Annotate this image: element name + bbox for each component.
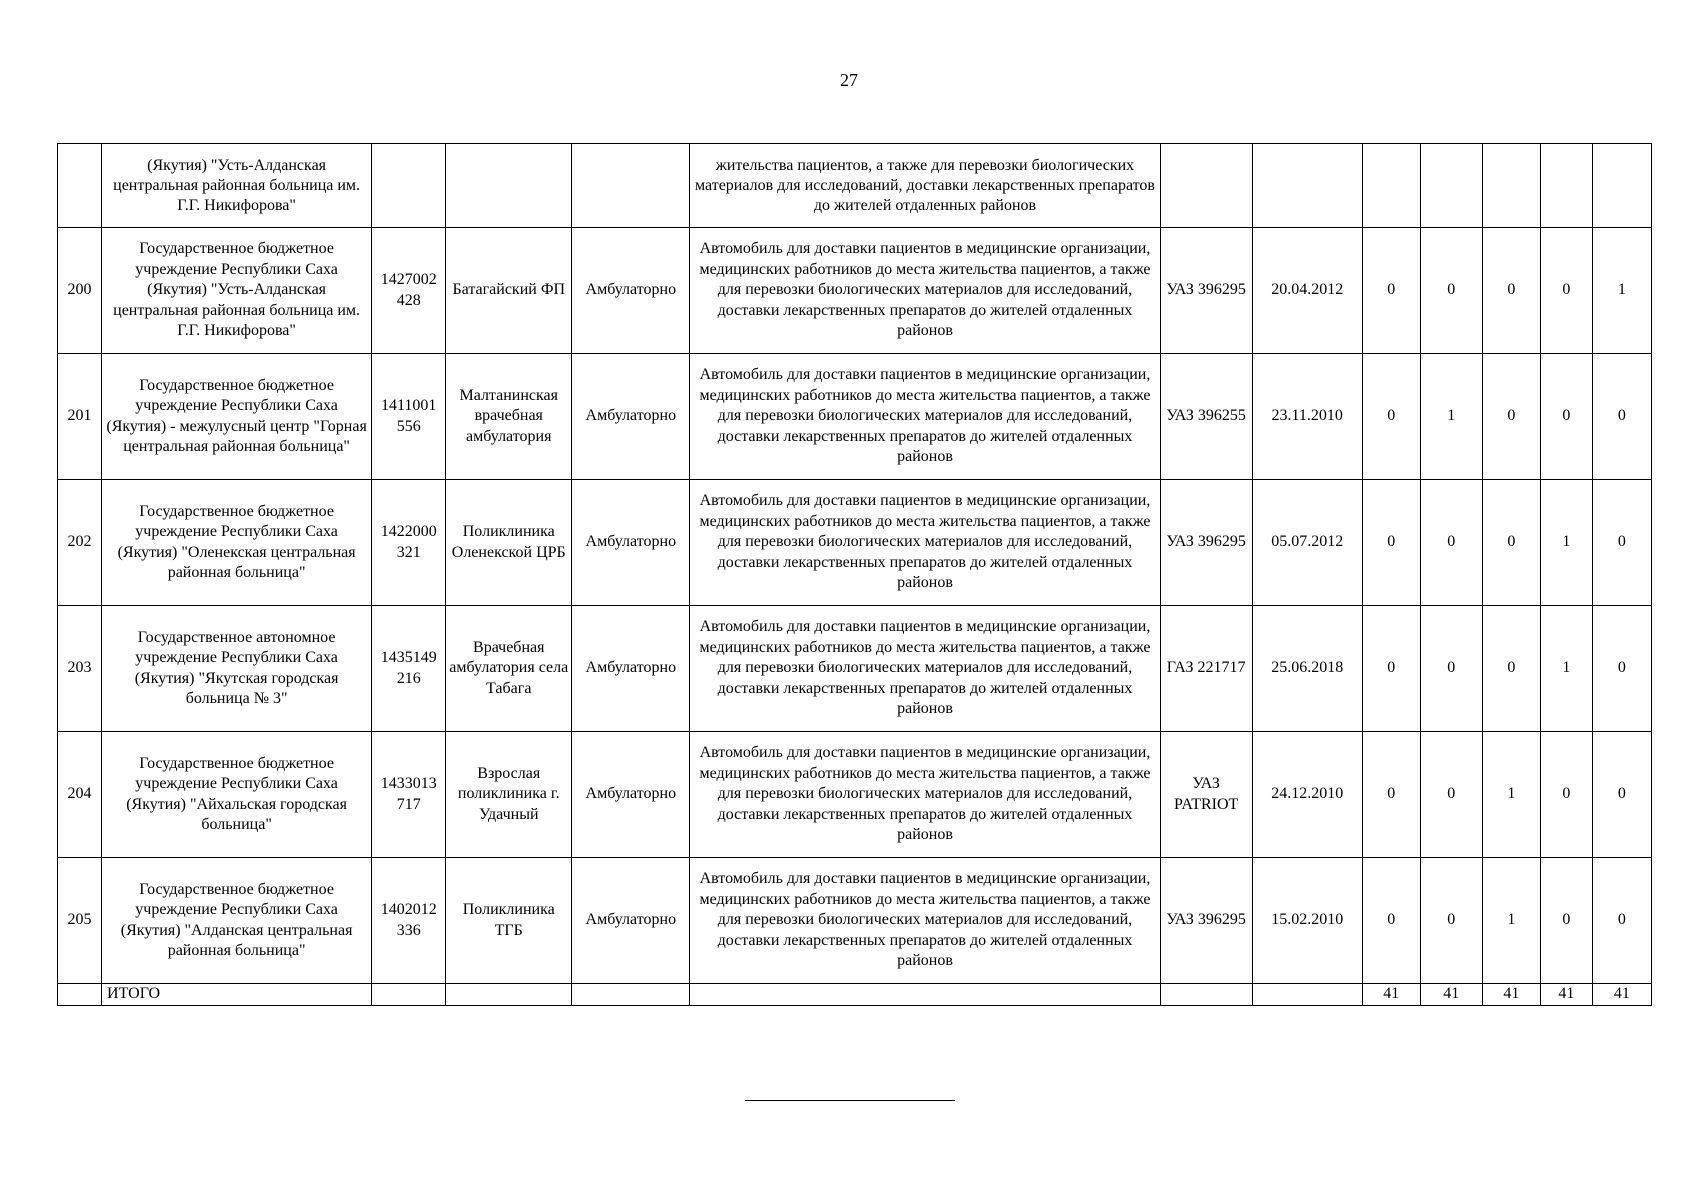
cell-count-4: 1 <box>1540 606 1592 732</box>
cell-organization: Государственное бюджетное учреждение Республики Саха (Якутия) "Алданская центральная районная больница" <box>102 858 372 984</box>
cell-organization: Государственное бюджетное учреждение Республики Саха (Якутия) "Айхальская городская больница" <box>102 732 372 858</box>
cell-count-2: 1 <box>1420 354 1482 480</box>
cell-date: 24.12.2010 <box>1252 732 1362 858</box>
cell-count-4: 0 <box>1540 228 1592 354</box>
total-count-1: 41 <box>1362 984 1420 1006</box>
cell-num: 201 <box>58 354 102 480</box>
cell-count-5: 0 <box>1592 606 1651 732</box>
cell-num: 203 <box>58 606 102 732</box>
cell-unit: Взрослая поликлиника г. Удачный <box>446 732 572 858</box>
cell-date <box>1252 984 1362 1006</box>
cell-count-2: 0 <box>1420 858 1482 984</box>
cell-model: УАЗ PATRIOT <box>1160 732 1252 858</box>
total-count-5: 41 <box>1592 984 1651 1006</box>
cell-date: 23.11.2010 <box>1252 354 1362 480</box>
cell-organization: Государственное бюджетное учреждение Республики Саха (Якутия) - межулусный центр "Горная центральная районная больница" <box>102 354 372 480</box>
cell-care <box>572 144 690 228</box>
cell-code: 1422000 321 <box>372 480 446 606</box>
cell-date <box>1252 144 1362 228</box>
footer-divider <box>745 1100 955 1101</box>
cell-unit: Батагайский ФП <box>446 228 572 354</box>
cell-model: УАЗ 396295 <box>1160 480 1252 606</box>
cell-count-1: 0 <box>1362 606 1420 732</box>
cell-model <box>1160 984 1252 1006</box>
cell-num: 204 <box>58 732 102 858</box>
cell-care: Амбулаторно <box>572 480 690 606</box>
cell-count-2 <box>1420 144 1482 228</box>
cell-unit <box>446 144 572 228</box>
table-row <box>58 606 1652 732</box>
cell-care: Амбулаторно <box>572 228 690 354</box>
cell-num: 200 <box>58 228 102 354</box>
cell-unit: Малтанинская врачебная амбулатория <box>446 354 572 480</box>
cell-count-5: 0 <box>1592 858 1651 984</box>
cell-count-3: 0 <box>1482 228 1540 354</box>
cell-count-1: 0 <box>1362 480 1420 606</box>
cell-count-3: 0 <box>1482 606 1540 732</box>
cell-purpose: Автомобиль для доставки пациентов в медицинские организации, медицинских работников до места жительства пациентов, а также для перевозки биологических материалов для исследований, доставки лекарственных препаратов до жителей отдаленных районов <box>690 732 1160 858</box>
cell-care <box>572 984 690 1006</box>
total-count-3: 41 <box>1482 984 1540 1006</box>
cell-count-4 <box>1540 144 1592 228</box>
cell-count-4: 1 <box>1540 480 1592 606</box>
cell-count-3: 1 <box>1482 732 1540 858</box>
total-count-2: 41 <box>1420 984 1482 1006</box>
cell-count-1: 0 <box>1362 858 1420 984</box>
cell-purpose <box>690 984 1160 1006</box>
cell-model: УАЗ 396255 <box>1160 354 1252 480</box>
cell-model: УАЗ 396295 <box>1160 858 1252 984</box>
cell-count-3: 1 <box>1482 858 1540 984</box>
cell-purpose: жительства пациентов, а также для перевозки биологических материалов для исследований, доставки лекарственных препаратов до жителей отдаленных районов <box>690 144 1160 228</box>
cell-care: Амбулаторно <box>572 858 690 984</box>
cell-purpose: Автомобиль для доставки пациентов в медицинские организации, медицинских работников до места жительства пациентов, а также для перевозки биологических материалов для исследований, доставки лекарственных препаратов до жителей отдаленных районов <box>690 228 1160 354</box>
cell-purpose: Автомобиль для доставки пациентов в медицинские организации, медицинских работников до места жительства пациентов, а также для перевозки биологических материалов для исследований, доставки лекарственных препаратов до жителей отдаленных районов <box>690 606 1160 732</box>
cell-code: 1435149 216 <box>372 606 446 732</box>
cell-count-1: 0 <box>1362 732 1420 858</box>
cell-num: 202 <box>58 480 102 606</box>
cell-count-2: 0 <box>1420 480 1482 606</box>
page-number: 27 <box>840 70 858 90</box>
cell-code: 1411001 556 <box>372 354 446 480</box>
cell-count-4: 0 <box>1540 732 1592 858</box>
cell-code <box>372 984 446 1006</box>
cell-count-5: 0 <box>1592 480 1651 606</box>
cell-num <box>58 144 102 228</box>
cell-count-3: 0 <box>1482 354 1540 480</box>
cell-count-2: 0 <box>1420 606 1482 732</box>
cell-count-5: 1 <box>1592 228 1651 354</box>
cell-date: 15.02.2010 <box>1252 858 1362 984</box>
cell-purpose: Автомобиль для доставки пациентов в медицинские организации, медицинских работников до места жительства пациентов, а также для перевозки биологических материалов для исследований, доставки лекарственных препаратов до жителей отдаленных районов <box>690 858 1160 984</box>
cell-count-5: 0 <box>1592 732 1651 858</box>
cell-model: УАЗ 396295 <box>1160 228 1252 354</box>
cell-count-3: 0 <box>1482 480 1540 606</box>
cell-count-2: 0 <box>1420 228 1482 354</box>
cell-organization: Государственное автономное учреждение Республики Саха (Якутия) "Якутская городская больница № 3" <box>102 606 372 732</box>
cell-care: Амбулаторно <box>572 606 690 732</box>
cell-unit <box>446 984 572 1006</box>
total-row <box>58 984 1652 1006</box>
table-row <box>58 480 1652 606</box>
cell-unit: Поликлиника Оленекской ЦРБ <box>446 480 572 606</box>
table-row <box>58 858 1652 984</box>
cell-num <box>58 984 102 1006</box>
cell-count-5: 0 <box>1592 354 1651 480</box>
cell-count-1: 0 <box>1362 228 1420 354</box>
table-row-continuation <box>58 144 1652 228</box>
cell-count-3 <box>1482 144 1540 228</box>
cell-model <box>1160 144 1252 228</box>
cell-count-2: 0 <box>1420 732 1482 858</box>
vehicle-table <box>57 143 1652 1006</box>
cell-care: Амбулаторно <box>572 732 690 858</box>
cell-code: 1433013 717 <box>372 732 446 858</box>
cell-organization: Государственное бюджетное учреждение Республики Саха (Якутия) "Оленекская центральная районная больница" <box>102 480 372 606</box>
cell-purpose: Автомобиль для доставки пациентов в медицинские организации, медицинских работников до места жительства пациентов, а также для перевозки биологических материалов для исследований, доставки лекарственных препаратов до жителей отдаленных районов <box>690 354 1160 480</box>
cell-count-1: 0 <box>1362 354 1420 480</box>
cell-count-4: 0 <box>1540 354 1592 480</box>
cell-code: 1427002 428 <box>372 228 446 354</box>
table-row <box>58 228 1652 354</box>
cell-purpose: Автомобиль для доставки пациентов в медицинские организации, медицинских работников до места жительства пациентов, а также для перевозки биологических материалов для исследований, доставки лекарственных препаратов до жителей отдаленных районов <box>690 480 1160 606</box>
cell-model: ГАЗ 221717 <box>1160 606 1252 732</box>
table-row <box>58 732 1652 858</box>
total-count-4: 41 <box>1540 984 1592 1006</box>
table-row <box>58 354 1652 480</box>
cell-num: 205 <box>58 858 102 984</box>
cell-care: Амбулаторно <box>572 354 690 480</box>
total-label: ИТОГО <box>102 984 372 1006</box>
cell-date: 05.07.2012 <box>1252 480 1362 606</box>
cell-count-5 <box>1592 144 1651 228</box>
cell-organization: Государственное бюджетное учреждение Республики Саха (Якутия) "Усть-Алданская центральная районная больница им. Г.Г. Никифорова" <box>102 228 372 354</box>
cell-unit: Врачебная амбулатория села Табага <box>446 606 572 732</box>
cell-count-1 <box>1362 144 1420 228</box>
cell-date: 25.06.2018 <box>1252 606 1362 732</box>
cell-unit: Поликлиника ТГБ <box>446 858 572 984</box>
cell-organization: (Якутия) "Усть-Алданская центральная районная больница им. Г.Г. Никифорова" <box>102 144 372 228</box>
cell-code <box>372 144 446 228</box>
cell-code: 1402012 336 <box>372 858 446 984</box>
cell-count-4: 0 <box>1540 858 1592 984</box>
cell-date: 20.04.2012 <box>1252 228 1362 354</box>
